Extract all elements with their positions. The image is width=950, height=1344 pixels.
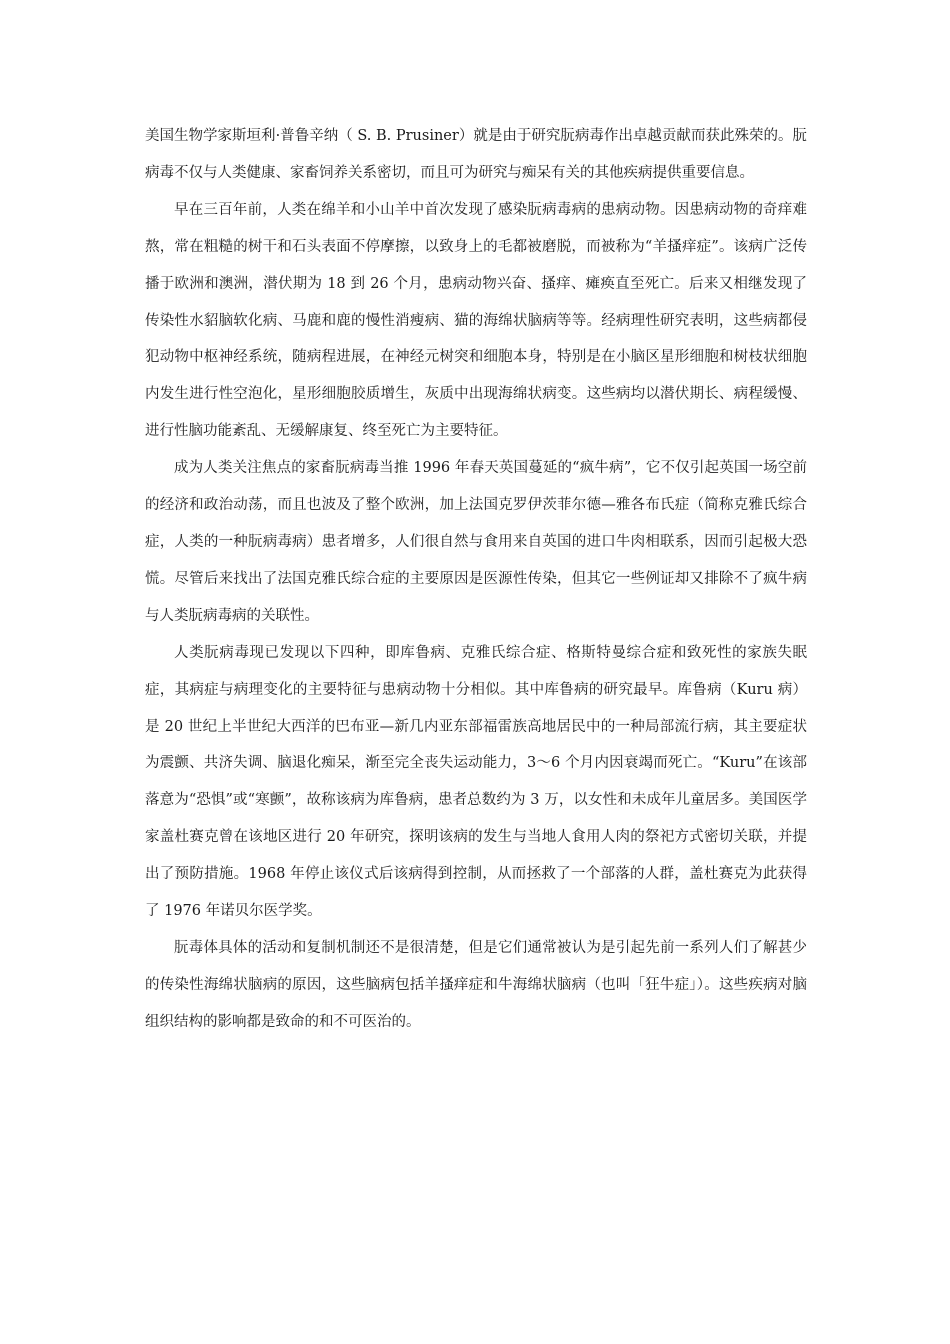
paragraph-mad-cow: 成为人类关注焦点的家畜朊病毒当推 1996 年春天英国蔓延的“疯牛病”，它不仅引起英国一场空前的经济和政治动荡，而且也波及了整个欧洲，加上法国克罗伊茨菲尔德—雅各布氏症（简称克雅氏综合症，人类的一种朊病毒病）患者增多，人们很自然与食用来自英国的进口牛肉相联系，因而引起极大恐慌。尽管后来找出了法国克雅氏综合症的主要原因是医源性传染，但其它一些例证却又排除不了疯牛病与人类朊病毒病的关联性。 (145, 460, 807, 624)
paragraph-kuru: 人类朊病毒现已发现以下四种，即库鲁病、克雅氏综合症、格斯特曼综合症和致死性的家族失眠症，其病症与病理变化的主要特征与患病动物十分相似。其中库鲁病的研究最早。库鲁病（Kuru 病）是 20 世纪上半世纪大西洋的巴布亚—新几内亚东部福雷族高地居民中的一种局部流行病，其主要症状为震颤、共济失调、脑退化痴呆，渐至完全丧失运动能力，3～6 个月内因衰竭而死亡。“Kuru”在该部落意为“恐惧”或“寒颤”，故称该病为库鲁病，患者总数约为 3 万，以女性和未成年儿童居多。美国医学家盖杜赛克曾在该地区进行 20 年研究，探明该病的发生与当地人食用人肉的祭祀方式密切关联，并提出了预防措施。1968 年停止该仪式后该病得到控制，从而拯救了一个部落的人群，盖杜赛克为此获得了 1976 年诺贝尔医学奖。 (145, 644, 807, 920)
paragraph-prusiner: 美国生物学家斯垣利·普鲁辛纳（ S. B. Prusiner）就是由于研究朊病毒作出卓越贡献而获此殊荣的。朊病毒不仅与人类健康、家畜饲养关系密切，而且可为研究与痴呆有关的其他疾病提供重要信息。 (145, 128, 807, 181)
paragraph-scrapie: 早在三百年前，人类在绵羊和小山羊中首次发现了感染朊病毒病的患病动物。因患病动物的奇痒难熬，常在粗糙的树干和石头表面不停摩擦，以致身上的毛都被磨脱，而被称为“羊搔痒症”。该病广泛传播于欧洲和澳洲，潜伏期为 18 到 26 个月，患病动物兴奋、搔痒、瘫痪直至死亡。后来又相继发现了传染性水貂脑软化病、马鹿和鹿的慢性消瘦病、猫的海绵状脑病等等。经病理性研究表明，这些病都侵犯动物中枢神经系统，随病程进展，在神经元树突和细胞本身，特别是在小脑区星形细胞和树枝状细胞内发生进行性空泡化，星形细胞胶质增生，灰质中出现海绵状病变。这些病均以潜伏期长、病程缓慢、进行性脑功能紊乱、无缓解康复、终至死亡为主要特征。 (145, 201, 807, 440)
paragraph-prion-mechanism: 朊毒体具体的活动和复制机制还不是很清楚，但是它们通常被认为是引起先前一系列人们了解甚少的传染性海绵状脑病的原因，这些脑病包括羊搔痒症和牛海绵状脑病（也叫「狂牛症」）。这些疾病对脑组织结构的影响都是致命的和不可医治的。 (145, 939, 807, 1030)
document-body (145, 118, 807, 1041)
